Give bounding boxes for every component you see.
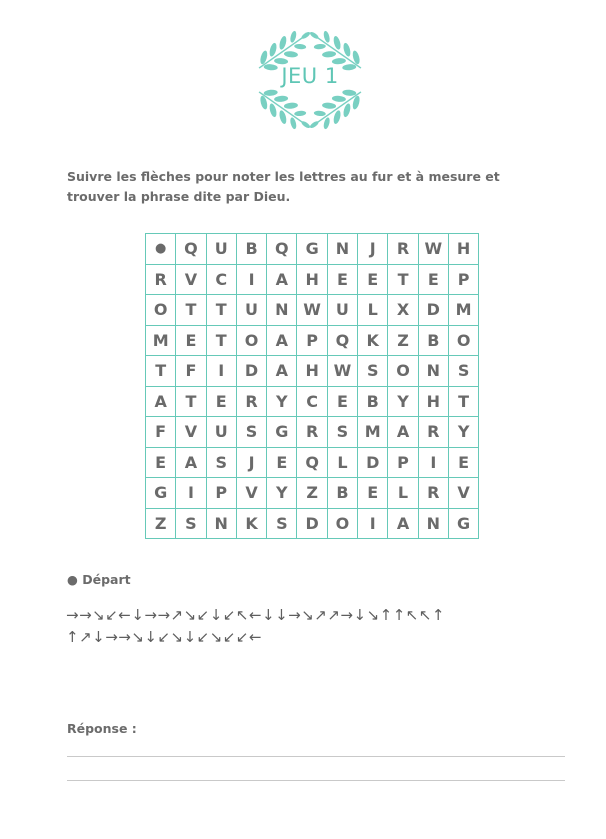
grid-cell: K	[236, 508, 266, 539]
grid-cell: O	[388, 356, 418, 387]
grid-cell: W	[327, 356, 357, 387]
grid-cell: N	[267, 295, 297, 326]
grid-cell: E	[327, 264, 357, 295]
grid-cell: Z	[297, 478, 327, 509]
grid-cell: L	[388, 478, 418, 509]
grid-cell: Y	[448, 417, 478, 448]
grid-cell: O	[327, 508, 357, 539]
grid-cell: R	[388, 234, 418, 265]
grid-cell: A	[388, 417, 418, 448]
grid-cell: H	[297, 264, 327, 295]
grid-cell: R	[297, 417, 327, 448]
grid-cell: Z	[146, 508, 176, 539]
grid-cell: O	[448, 325, 478, 356]
grid-row	[146, 478, 479, 509]
answer-line-1[interactable]	[67, 756, 565, 757]
grid-cell: V	[236, 478, 266, 509]
grid-cell: Q	[297, 447, 327, 478]
grid-cell: F	[176, 356, 206, 387]
grid-cell: A	[267, 356, 297, 387]
arrow-sequence	[66, 604, 566, 648]
grid-cell: E	[267, 447, 297, 478]
grid-cell: D	[236, 356, 266, 387]
grid-cell: S	[236, 417, 266, 448]
grid-cell: U	[327, 295, 357, 326]
grid-cell: A	[146, 386, 176, 417]
grid-cell: P	[448, 264, 478, 295]
grid-cell: M	[358, 417, 388, 448]
grid-cell: B	[236, 234, 266, 265]
grid-cell: H	[448, 234, 478, 265]
answer-line-2[interactable]	[67, 780, 565, 781]
grid-cell: C	[297, 386, 327, 417]
grid-cell: A	[267, 264, 297, 295]
grid-cell: E	[146, 447, 176, 478]
answer-label: Réponse :	[67, 721, 137, 736]
grid-row	[146, 325, 479, 356]
grid-cell: F	[146, 417, 176, 448]
grid-cell: I	[236, 264, 266, 295]
grid-cell: S	[448, 356, 478, 387]
grid-cell: I	[206, 356, 236, 387]
grid-cell: U	[236, 295, 266, 326]
grid-cell: J	[358, 234, 388, 265]
grid-cell: T	[206, 295, 236, 326]
grid-cell: D	[418, 295, 448, 326]
grid-cell: A	[388, 508, 418, 539]
grid-row	[146, 295, 479, 326]
grid-cell: S	[206, 447, 236, 478]
grid-cell: O	[146, 295, 176, 326]
grid-cell: B	[418, 325, 448, 356]
depart-label: ● Départ	[67, 572, 131, 587]
grid-cell: U	[206, 417, 236, 448]
grid-cell: W	[297, 295, 327, 326]
grid-cell: P	[297, 325, 327, 356]
grid-cell: N	[327, 234, 357, 265]
grid-start-dot: ●	[146, 234, 176, 265]
grid-cell: G	[146, 478, 176, 509]
grid-cell: S	[358, 356, 388, 387]
grid-cell: H	[297, 356, 327, 387]
grid-cell: T	[146, 356, 176, 387]
grid-cell: W	[418, 234, 448, 265]
grid-cell: G	[448, 508, 478, 539]
grid-cell: Q	[267, 234, 297, 265]
grid-cell: A	[267, 325, 297, 356]
grid-cell: Y	[267, 478, 297, 509]
grid-cell: L	[327, 447, 357, 478]
grid-cell: I	[176, 478, 206, 509]
instructions-text: Suivre les flèches pour noter les lettres au fur et à mesure et trouver la phrase dite par Dieu.	[67, 169, 500, 204]
grid-cell: N	[418, 508, 448, 539]
grid-cell: T	[176, 295, 206, 326]
grid-cell: I	[358, 508, 388, 539]
arrow-line-2: ↑↗↓→→↘↓↙↘↓↙↘↙↙←	[66, 628, 263, 646]
grid-cell: C	[206, 264, 236, 295]
grid-cell: G	[297, 234, 327, 265]
grid-cell: M	[448, 295, 478, 326]
grid-cell: Y	[388, 386, 418, 417]
grid-cell: E	[358, 264, 388, 295]
grid-cell: G	[267, 417, 297, 448]
grid-cell: V	[176, 264, 206, 295]
grid-cell: T	[206, 325, 236, 356]
grid-cell: D	[297, 508, 327, 539]
grid-cell: N	[206, 508, 236, 539]
grid-cell: E	[358, 478, 388, 509]
grid-row	[146, 508, 479, 539]
grid-cell: R	[418, 417, 448, 448]
grid-cell: R	[146, 264, 176, 295]
grid-cell: E	[448, 447, 478, 478]
grid-cell: J	[236, 447, 266, 478]
grid-row	[146, 417, 479, 448]
grid-cell: Q	[327, 325, 357, 356]
grid-cell: K	[358, 325, 388, 356]
letter-grid	[145, 233, 479, 539]
arrow-line-1: →→↘↙←↓→→↗↘↙↓↙↖←↓↓→↘↗↗→↓↘↑↑↖↖↑	[66, 606, 445, 624]
grid-cell: I	[418, 447, 448, 478]
grid-cell: S	[267, 508, 297, 539]
grid-row	[146, 447, 479, 478]
grid-cell: Y	[267, 386, 297, 417]
page-title: JEU 1	[281, 64, 339, 88]
grid-cell: H	[418, 386, 448, 417]
grid-cell: P	[206, 478, 236, 509]
grid-cell: V	[448, 478, 478, 509]
grid-cell: S	[176, 508, 206, 539]
grid-cell: E	[418, 264, 448, 295]
grid-row	[146, 234, 479, 265]
grid-cell: A	[176, 447, 206, 478]
grid-row	[146, 386, 479, 417]
grid-cell: T	[176, 386, 206, 417]
grid-row	[146, 264, 479, 295]
header-wreath	[240, 20, 380, 138]
grid-cell: Q	[176, 234, 206, 265]
grid-cell: R	[418, 478, 448, 509]
grid-cell: X	[388, 295, 418, 326]
grid-cell: Z	[388, 325, 418, 356]
grid-cell: P	[388, 447, 418, 478]
grid-cell: T	[448, 386, 478, 417]
grid-cell: B	[358, 386, 388, 417]
grid-cell: B	[327, 478, 357, 509]
grid-cell: S	[327, 417, 357, 448]
grid-cell: O	[236, 325, 266, 356]
grid-cell: D	[358, 447, 388, 478]
grid-cell: V	[176, 417, 206, 448]
grid-cell: N	[418, 356, 448, 387]
grid-cell: E	[176, 325, 206, 356]
grid-cell: M	[146, 325, 176, 356]
grid-cell: U	[206, 234, 236, 265]
grid-cell: T	[388, 264, 418, 295]
grid-cell: L	[358, 295, 388, 326]
grid-cell: R	[236, 386, 266, 417]
grid-row	[146, 356, 479, 387]
grid-cell: E	[327, 386, 357, 417]
grid-cell: E	[206, 386, 236, 417]
